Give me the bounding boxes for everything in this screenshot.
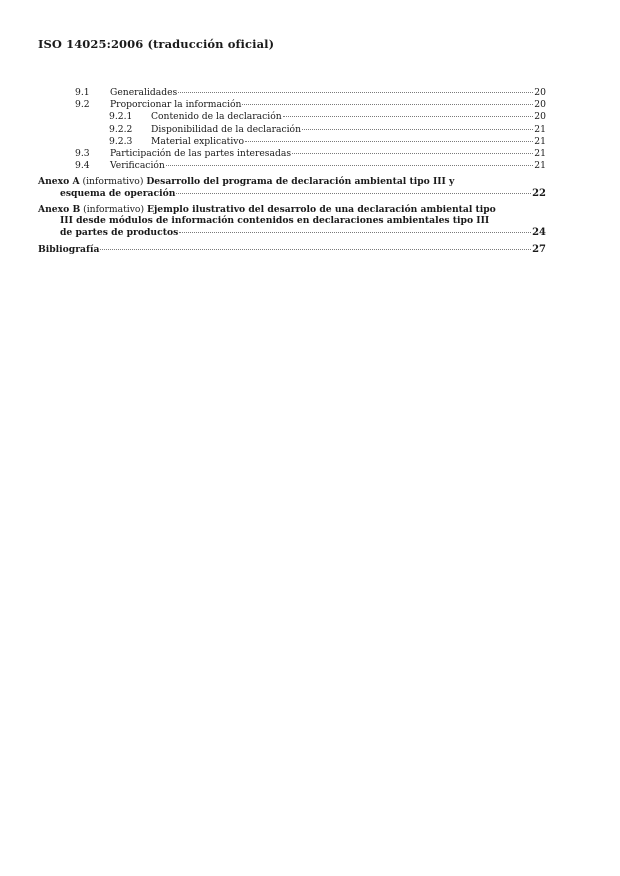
toc-entry-9-3[interactable] bbox=[38, 148, 546, 160]
dot-leader bbox=[302, 129, 533, 130]
toc-entry-number: 9.4 bbox=[75, 160, 90, 172]
dot-leader bbox=[166, 165, 533, 166]
toc-entry-annex-b[interactable] bbox=[38, 204, 546, 239]
dot-leader bbox=[176, 193, 531, 194]
dot-leader bbox=[292, 153, 533, 154]
document-header: ISO 14025:2006 (traducción oficial) bbox=[38, 37, 275, 51]
annex-label: Anexo B bbox=[38, 203, 81, 215]
toc-entry-9-2-2[interactable] bbox=[38, 124, 546, 136]
toc-entry-page: 20 bbox=[534, 87, 546, 98]
annex-title-line: esquema de operación bbox=[60, 188, 176, 200]
toc-entry-number: 9.2.3 bbox=[109, 135, 133, 147]
annex-title-line: Desarrollo del programa de declaración ambiental tipo III y bbox=[146, 176, 455, 188]
toc-entry-title: Generalidades bbox=[110, 87, 178, 98]
dot-leader bbox=[178, 92, 533, 93]
toc-entry-page: 20 bbox=[534, 99, 546, 111]
toc-entry-title: Material explicativo bbox=[151, 135, 245, 147]
toc-entry-page: 21 bbox=[534, 135, 546, 147]
dot-leader bbox=[242, 104, 533, 105]
table-of-contents bbox=[38, 87, 546, 257]
toc-entry-bibliography[interactable] bbox=[38, 244, 546, 256]
annex-label: Anexo A bbox=[38, 176, 80, 188]
toc-entry-title: Disponibilidad de la declaración bbox=[151, 123, 302, 135]
toc-entry-9-2[interactable] bbox=[38, 99, 546, 111]
toc-entry-number: 9.3 bbox=[75, 148, 90, 160]
toc-entry-title: Participación de las partes interesadas bbox=[110, 148, 292, 160]
annex-title-line: III desde módulos de información contenidos en declaraciones ambientales tipo III bbox=[60, 215, 490, 227]
toc-entry-9-4[interactable] bbox=[38, 160, 546, 172]
toc-entry-9-2-1[interactable] bbox=[38, 111, 546, 123]
toc-entry-page: 21 bbox=[534, 123, 546, 135]
annex-type: (informativo) bbox=[82, 176, 144, 188]
toc-entry-number: 9.2.1 bbox=[109, 111, 133, 123]
toc-entry-annex-a[interactable] bbox=[38, 176, 546, 199]
dot-leader bbox=[179, 232, 531, 233]
toc-entry-title: Contenido de la declaración bbox=[151, 111, 282, 123]
toc-entry-page: 21 bbox=[534, 148, 546, 160]
annex-title-line: de partes de productos bbox=[60, 226, 179, 238]
toc-entry-page: 24 bbox=[532, 226, 546, 238]
toc-entry-9-1[interactable] bbox=[38, 87, 546, 99]
dot-leader bbox=[283, 116, 534, 117]
toc-entry-number: 9.2.2 bbox=[109, 123, 133, 135]
toc-entry-page: 27 bbox=[532, 244, 546, 256]
annex-type: (informativo) bbox=[83, 203, 145, 215]
toc-entry-number: 9.2 bbox=[75, 99, 90, 111]
annex-title-line: Ejemplo ilustrativo del desarrolo de una declaración ambiental tipo bbox=[146, 203, 496, 215]
toc-entry-title: Proporcionar la información bbox=[110, 99, 242, 111]
toc-entry-title: Verificación bbox=[110, 160, 165, 172]
toc-entry-9-2-3[interactable] bbox=[38, 136, 546, 148]
dot-leader bbox=[245, 141, 533, 142]
toc-entry-title: Bibliografía bbox=[38, 244, 100, 256]
toc-entry-number: 9.1 bbox=[75, 87, 90, 98]
dot-leader bbox=[100, 249, 531, 250]
toc-entry-page: 22 bbox=[532, 188, 546, 200]
toc-entry-page: 21 bbox=[534, 160, 546, 172]
toc-entry-page: 20 bbox=[534, 111, 546, 123]
